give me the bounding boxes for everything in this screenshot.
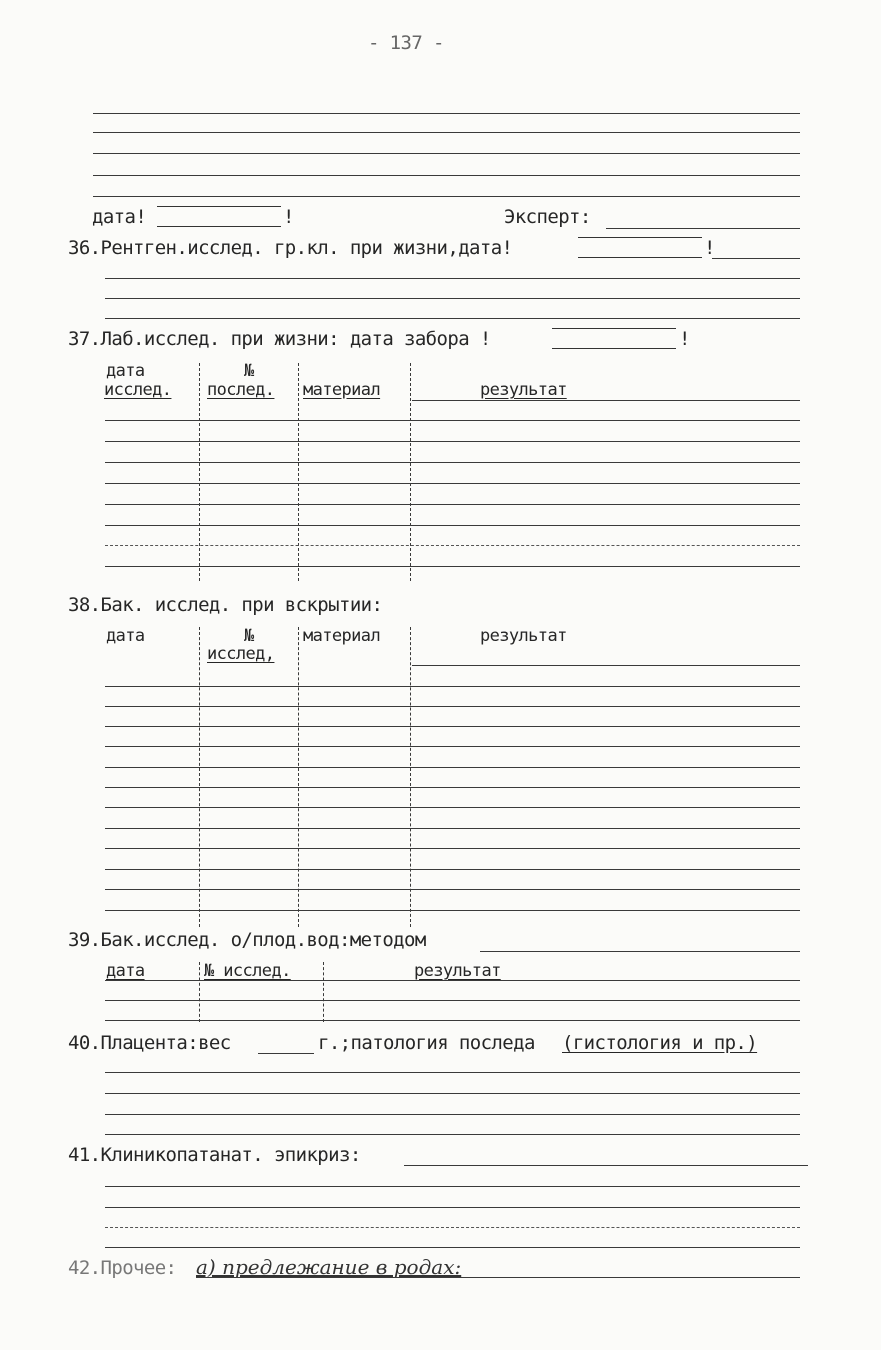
column-divider: [199, 363, 200, 581]
rule-line: [105, 1227, 800, 1228]
table-row-line: [105, 910, 800, 911]
rule-line: [93, 175, 800, 176]
item39-label: 39.Бак.исслед. о/плод.вод:методом: [68, 929, 426, 951]
item39-col-result: результат: [414, 961, 501, 981]
rule-line: [412, 665, 800, 666]
table-row-line: [105, 504, 800, 505]
item40-label: г.;патология последа: [318, 1032, 535, 1054]
rule-line: [105, 1247, 800, 1248]
rule-line: [105, 1207, 800, 1208]
item38-col-result: результат: [480, 626, 567, 646]
rule-line: [196, 1277, 800, 1278]
expert-field[interactable]: [606, 228, 800, 229]
item37-label: 37.Лаб.исслед. при жизни: дата забора !: [68, 328, 491, 350]
table-row-line: [105, 545, 800, 546]
item40-label: (гистология и пр.): [562, 1032, 758, 1054]
table-row-line: [105, 566, 800, 567]
column-divider: [323, 962, 324, 1022]
item37-close: !: [679, 328, 690, 350]
item38-col-num: №: [244, 626, 254, 646]
item40-label: 40.Плацента:вес: [68, 1032, 231, 1054]
table-row-line: [105, 462, 800, 463]
table-row-line: [105, 726, 800, 727]
rule-line: [105, 1114, 800, 1115]
rule-line: [105, 1134, 800, 1135]
table-row-line: [105, 525, 800, 526]
rule-line: [93, 196, 800, 197]
item38-col-material: материал: [303, 626, 381, 646]
table-row-line: [105, 420, 800, 421]
rule-line: [93, 153, 800, 154]
expert-label: Эксперт:: [504, 206, 591, 228]
placenta-weight-field[interactable]: [258, 1053, 314, 1054]
table-row-line: [105, 767, 800, 768]
table-row-line: [105, 441, 800, 442]
item42-label: 42.Прочее:: [68, 1257, 177, 1279]
item36-label: 36.Рентген.исслед. гр.кл. при жизни,дата!: [68, 237, 513, 259]
item37-col-num: послед.: [207, 380, 275, 400]
item38-label: 38.Бак. исслед. при вскрытии:: [68, 594, 383, 616]
table-row-line: [105, 1000, 800, 1001]
rule-line: [105, 1072, 800, 1073]
item37-col-material: материал: [303, 380, 381, 400]
rule-line: [105, 278, 800, 279]
item37-col-num: №: [244, 361, 254, 381]
table-row-line: [105, 1020, 800, 1021]
item37-date-box[interactable]: [552, 328, 676, 349]
date-box[interactable]: [157, 206, 281, 227]
item37-col-result: результат: [480, 380, 567, 400]
table-row-line: [105, 483, 800, 484]
item42-handwritten-note: а) предлежание в родах:: [196, 1255, 462, 1279]
column-divider: [298, 627, 299, 927]
table-row-line: [105, 787, 800, 788]
table-row-line: [105, 686, 800, 687]
item36-close: !: [704, 237, 715, 259]
item38-col-num: исслед,: [207, 644, 275, 664]
column-divider: [410, 363, 411, 581]
rule-line: [105, 298, 800, 299]
date-close: !: [283, 206, 294, 228]
table-row-line: [105, 869, 800, 870]
item38-col-date: дата: [106, 626, 145, 646]
rule-line: [712, 258, 800, 259]
rule-line: [93, 132, 800, 133]
table-row-line: [105, 706, 800, 707]
column-divider: [199, 962, 200, 1022]
table-row-line: [105, 746, 800, 747]
rule-line: [93, 113, 800, 114]
item37-col-date: дата: [106, 361, 145, 381]
item39-col-num: № исслед.: [204, 961, 291, 981]
table-row-line: [105, 848, 800, 849]
rule-line: [105, 318, 800, 319]
epicrisis-field[interactable]: [404, 1165, 808, 1166]
date-label: дата!: [92, 206, 147, 228]
table-row-line: [105, 828, 800, 829]
item36-date-box[interactable]: [578, 237, 702, 258]
column-divider: [199, 627, 200, 927]
item41-label: 41.Клиникопатанат. эпикриз:: [68, 1144, 361, 1166]
table-row-line: [105, 889, 800, 890]
table-row-line: [105, 807, 800, 808]
rule-line: [105, 980, 800, 981]
column-divider: [298, 363, 299, 581]
page-number: - 137 -: [368, 32, 444, 54]
column-divider: [410, 627, 411, 927]
item37-col-date: исслед.: [104, 380, 172, 400]
rule-line: [105, 1186, 800, 1187]
item39-col-date: дата: [106, 961, 145, 981]
rule-line: [412, 400, 800, 401]
rule-line: [105, 1093, 800, 1094]
method-field[interactable]: [480, 951, 800, 952]
